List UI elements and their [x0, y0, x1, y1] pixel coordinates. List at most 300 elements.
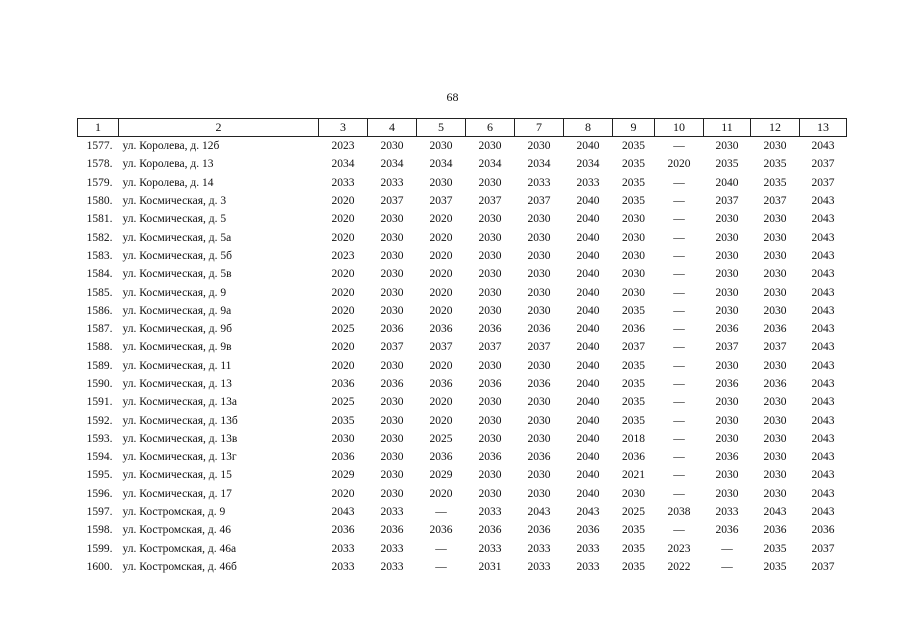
year-cell: 2040	[576, 286, 600, 299]
year-cell: 2020	[331, 487, 355, 500]
address-cell: ул. Космическая, д. 9	[122, 286, 227, 299]
year-cell: 2036	[576, 524, 600, 537]
year-cell: 2036	[429, 451, 453, 464]
address-cell: ул. Королева, д. 13	[122, 158, 214, 171]
year-cell: —	[673, 524, 685, 537]
year-cell: 2030	[763, 231, 787, 244]
row-number-cell: 1583.	[86, 249, 113, 262]
year-cell: 2030	[380, 140, 404, 153]
year-cell: 2033	[331, 176, 355, 189]
year-cell: 2033	[331, 542, 355, 555]
year-cell: 2030	[527, 231, 551, 244]
year-cell: 2020	[429, 213, 453, 226]
year-cell: 2037	[763, 341, 787, 354]
year-cell: 2037	[811, 560, 835, 573]
row-number-cell: 1598.	[86, 524, 113, 537]
year-cell: 2033	[527, 176, 551, 189]
year-cell: 2030	[527, 487, 551, 500]
year-cell: 2036	[763, 378, 787, 390]
address-cell: ул. Космическая, д. 9б	[122, 323, 232, 336]
year-cell: 2037	[429, 341, 453, 354]
year-cell: 2030	[429, 140, 453, 153]
year-cell: 2035	[763, 176, 787, 189]
year-cell: 2033	[380, 176, 404, 189]
row-number-cell: 1580.	[86, 195, 113, 208]
address-cell: ул. Космическая, д. 11	[122, 359, 232, 372]
year-cell: 2036	[763, 323, 787, 336]
year-cell: 2025	[331, 323, 355, 336]
year-cell: —	[435, 542, 447, 555]
year-cell: 2030	[380, 487, 404, 500]
address-cell: ул. Костромская, д. 9	[122, 506, 226, 519]
year-cell: 2037	[811, 542, 835, 555]
year-cell: 2030	[715, 213, 739, 226]
year-cell: 2035	[622, 524, 645, 537]
year-cell: 2033	[380, 506, 404, 519]
year-cell: 2036	[715, 323, 739, 336]
year-cell: 2021	[622, 469, 645, 482]
year-cell: 2030	[478, 268, 502, 281]
year-cell: —	[673, 487, 685, 500]
table-row	[78, 393, 847, 411]
year-cell: 2030	[715, 304, 739, 317]
year-cell: 2020	[429, 487, 453, 500]
table-row	[78, 174, 847, 192]
address-cell: ул. Космическая, д. 5в	[122, 268, 232, 281]
year-cell: 2030	[478, 176, 502, 189]
year-cell: 2030	[763, 469, 787, 482]
year-cell: 2040	[576, 378, 600, 390]
year-cell: 2035	[622, 140, 645, 153]
year-cell: 2030	[715, 432, 739, 445]
year-cell: 2033	[380, 542, 404, 555]
address-cell: ул. Космическая, д. 13	[122, 378, 232, 390]
year-cell: 2030	[380, 231, 404, 244]
year-cell: 2030	[380, 268, 404, 281]
year-cell: 2037	[380, 195, 404, 208]
year-cell: 2040	[576, 359, 600, 372]
year-cell: 2030	[380, 286, 404, 299]
year-cell: 2033	[331, 560, 355, 573]
year-cell: 2020	[429, 231, 453, 244]
year-cell: 2030	[715, 396, 739, 409]
year-cell: 2033	[576, 542, 600, 555]
row-number-cell: 1587.	[86, 323, 113, 336]
year-cell: 2040	[576, 140, 600, 153]
table-row	[78, 430, 847, 448]
year-cell: 2036	[622, 323, 645, 336]
year-cell: 2030	[478, 304, 502, 317]
year-cell: 2035	[622, 176, 645, 189]
year-cell: —	[673, 213, 685, 226]
year-cell: 2030	[380, 414, 404, 427]
row-number-cell: 1597.	[86, 506, 113, 519]
year-cell: 2033	[478, 506, 502, 519]
year-cell: 2030	[622, 268, 645, 281]
year-cell: 2043	[811, 451, 835, 464]
year-cell: 2043	[811, 231, 835, 244]
year-cell: 2043	[527, 506, 551, 519]
data-table	[77, 118, 847, 576]
year-cell: 2040	[576, 231, 600, 244]
year-cell: 2043	[811, 378, 835, 390]
year-cell: —	[673, 140, 685, 153]
year-cell: 2020	[429, 359, 453, 372]
year-cell: 2030	[380, 432, 404, 445]
year-cell: 2040	[576, 304, 600, 317]
table-row	[78, 155, 847, 173]
header-cell-col-11: 11	[704, 119, 751, 137]
year-cell: 2035	[622, 542, 645, 555]
year-cell: —	[673, 176, 685, 189]
year-cell: 2036	[478, 451, 502, 464]
year-cell: 2035	[622, 378, 645, 390]
year-cell: 2043	[811, 286, 835, 299]
year-cell: 2033	[527, 542, 551, 555]
row-number-cell: 1578.	[86, 158, 113, 171]
address-cell: ул. Космическая, д. 5	[122, 213, 227, 226]
year-cell: 2037	[478, 341, 502, 354]
year-cell: 2030	[527, 213, 551, 226]
year-cell: 2030	[763, 304, 787, 317]
year-cell: 2043	[811, 140, 835, 153]
year-cell: 2033	[478, 542, 502, 555]
year-cell: 2036	[331, 378, 355, 390]
row-number-cell: 1582.	[86, 231, 113, 244]
address-cell: ул. Костромская, д. 46б	[122, 560, 237, 573]
year-cell: —	[673, 249, 685, 262]
row-number-cell: 1599.	[86, 542, 113, 555]
header-cell-col-1: 1	[78, 119, 119, 137]
year-cell: —	[673, 304, 685, 317]
table-row	[78, 411, 847, 429]
year-cell: 2030	[527, 304, 551, 317]
header-cell-col-9: 9	[613, 119, 655, 137]
year-cell: 2020	[331, 304, 355, 317]
table-row	[78, 283, 847, 301]
table-row	[78, 357, 847, 375]
table-row	[78, 192, 847, 210]
year-cell: 2035	[715, 158, 739, 171]
year-cell: —	[673, 323, 685, 336]
year-cell: 2036	[478, 378, 502, 390]
year-cell: 2036	[331, 451, 355, 464]
table-row	[78, 375, 847, 393]
year-cell: 2020	[331, 341, 355, 354]
table-row	[78, 466, 847, 484]
year-cell: 2040	[576, 341, 600, 354]
row-number-cell: 1595.	[86, 469, 113, 482]
year-cell: 2030	[763, 414, 787, 427]
table-header	[78, 119, 847, 137]
address-cell: ул. Космическая, д. 9в	[122, 341, 232, 354]
row-number-cell: 1600.	[86, 560, 113, 573]
year-cell: 2035	[331, 414, 355, 427]
year-cell: 2040	[576, 432, 600, 445]
year-cell: 2040	[576, 396, 600, 409]
year-cell: —	[673, 451, 685, 464]
year-cell: —	[673, 432, 685, 445]
year-cell: 2030	[622, 213, 645, 226]
year-cell: 2030	[622, 487, 645, 500]
address-cell: ул. Космическая, д. 5а	[122, 231, 232, 244]
year-cell: 2037	[715, 195, 739, 208]
year-cell: 2036	[527, 524, 551, 537]
year-cell: 2035	[622, 359, 645, 372]
year-cell: 2030	[527, 414, 551, 427]
year-cell: 2030	[478, 286, 502, 299]
row-number-cell: 1596.	[86, 487, 113, 500]
header-cell-col-13: 13	[800, 119, 847, 137]
year-cell: —	[673, 378, 685, 390]
year-cell: 2040	[715, 176, 739, 189]
year-cell: 2025	[429, 432, 453, 445]
year-cell: 2036	[715, 524, 739, 537]
table-row	[78, 210, 847, 228]
year-cell: 2043	[811, 469, 835, 482]
year-cell: 2030	[763, 286, 787, 299]
address-cell: ул. Космическая, д. 3	[122, 195, 227, 208]
year-cell: 2030	[622, 231, 645, 244]
year-cell: 2034	[331, 158, 355, 171]
year-cell: 2030	[478, 213, 502, 226]
table-row	[78, 503, 847, 521]
year-cell: 2036	[811, 524, 835, 537]
year-cell: 2030	[380, 304, 404, 317]
year-cell: 2043	[576, 506, 600, 519]
year-cell: 2030	[478, 469, 502, 482]
page-number: 68	[446, 90, 459, 104]
address-cell: ул. Космическая, д. 13в	[122, 432, 238, 445]
year-cell: —	[673, 195, 685, 208]
header-cell-col-7: 7	[515, 119, 564, 137]
year-cell: 2037	[715, 341, 739, 354]
row-number-cell: 1585.	[86, 286, 113, 299]
year-cell: 2040	[576, 195, 600, 208]
year-cell: 2030	[763, 451, 787, 464]
year-cell: 2034	[380, 158, 404, 171]
header-cell-col-10: 10	[655, 119, 704, 137]
year-cell: 2033	[576, 176, 600, 189]
year-cell: 2033	[715, 506, 739, 519]
year-cell: 2037	[763, 195, 787, 208]
year-cell: 2020	[429, 396, 453, 409]
header-cell-col-8: 8	[564, 119, 613, 137]
table-row	[78, 338, 847, 356]
year-cell: 2030	[527, 140, 551, 153]
year-cell: 2030	[380, 213, 404, 226]
year-cell: 2030	[478, 396, 502, 409]
year-cell: 2030	[715, 414, 739, 427]
year-cell: 2043	[811, 304, 835, 317]
row-number-cell: 1594.	[86, 451, 113, 464]
year-cell: 2030	[763, 249, 787, 262]
address-cell: ул. Космическая, д. 9а	[122, 304, 232, 317]
row-number-cell: 1584.	[86, 268, 113, 281]
table-row	[78, 137, 847, 156]
row-number-cell: 1593.	[86, 432, 113, 445]
header-cell-col-12: 12	[751, 119, 800, 137]
year-cell: 2030	[715, 249, 739, 262]
year-cell: 2036	[527, 378, 551, 390]
year-cell: 2036	[763, 524, 787, 537]
year-cell: 2025	[622, 506, 645, 519]
year-cell: 2030	[763, 396, 787, 409]
year-cell: 2043	[331, 506, 355, 519]
year-cell: 2023	[667, 542, 691, 555]
year-cell: 2030	[715, 359, 739, 372]
year-cell: 2030	[622, 249, 645, 262]
year-cell: 2034	[527, 158, 551, 171]
year-cell: —	[673, 268, 685, 281]
year-cell: 2025	[331, 396, 355, 409]
table-row	[78, 448, 847, 466]
header-row	[78, 119, 847, 137]
year-cell: 2030	[763, 268, 787, 281]
year-cell: 2030	[527, 396, 551, 409]
year-cell: 2043	[811, 396, 835, 409]
year-cell: —	[673, 231, 685, 244]
year-cell: 2030	[478, 231, 502, 244]
year-cell: 2030	[715, 487, 739, 500]
year-cell: 2034	[478, 158, 502, 171]
row-number-cell: 1589.	[86, 359, 113, 372]
year-cell: 2043	[811, 249, 835, 262]
year-cell: 2043	[763, 506, 787, 519]
year-cell: —	[721, 542, 733, 555]
year-cell: 2030	[763, 140, 787, 153]
year-cell: 2043	[811, 487, 835, 500]
year-cell: 2033	[380, 560, 404, 573]
year-cell: 2036	[331, 524, 355, 537]
year-cell: 2031	[478, 560, 502, 573]
address-cell: ул. Костромская, д. 46а	[122, 542, 237, 555]
year-cell: 2018	[622, 432, 645, 445]
table-row	[78, 521, 847, 539]
year-cell: 2036	[527, 451, 551, 464]
year-cell: 2030	[763, 487, 787, 500]
year-cell: 2030	[478, 359, 502, 372]
year-cell: 2036	[429, 323, 453, 336]
year-cell: 2040	[576, 414, 600, 427]
address-cell: ул. Космическая, д. 15	[122, 469, 232, 482]
year-cell: 2034	[576, 158, 600, 171]
row-number-cell: 1591.	[86, 396, 113, 409]
year-cell: 2035	[622, 158, 645, 171]
year-cell: 2035	[763, 560, 787, 573]
year-cell: 2030	[331, 432, 355, 445]
year-cell: —	[673, 341, 685, 354]
year-cell: 2030	[429, 176, 453, 189]
year-cell: 2036	[715, 378, 739, 390]
year-cell: 2030	[527, 469, 551, 482]
year-cell: 2035	[622, 304, 645, 317]
year-cell: 2035	[622, 195, 645, 208]
year-cell: 2040	[576, 213, 600, 226]
year-cell: 2043	[811, 432, 835, 445]
year-cell: 2040	[576, 268, 600, 281]
table-body	[78, 137, 847, 577]
year-cell: 2030	[527, 268, 551, 281]
table-row	[78, 265, 847, 283]
year-cell: 2037	[622, 341, 645, 354]
address-cell: ул. Космическая, д. 17	[122, 487, 232, 500]
year-cell: 2030	[478, 414, 502, 427]
year-cell: 2020	[331, 359, 355, 372]
row-number-cell: 1592.	[86, 414, 113, 427]
year-cell: 2036	[429, 524, 453, 537]
year-cell: 2020	[331, 231, 355, 244]
year-cell: 2020	[429, 286, 453, 299]
row-number-cell: 1579.	[86, 176, 113, 189]
year-cell: 2043	[811, 268, 835, 281]
year-cell: 2030	[478, 140, 502, 153]
year-cell: 2023	[331, 249, 355, 262]
year-cell: 2030	[478, 487, 502, 500]
year-cell: 2022	[667, 560, 691, 573]
year-cell: 2040	[576, 249, 600, 262]
year-cell: 2036	[380, 378, 404, 390]
row-number-cell: 1588.	[86, 341, 113, 354]
year-cell: 2020	[429, 268, 453, 281]
year-cell: 2030	[478, 249, 502, 262]
year-cell: 2043	[811, 213, 835, 226]
year-cell: 2030	[380, 469, 404, 482]
table-row	[78, 558, 847, 576]
year-cell: 2040	[576, 469, 600, 482]
year-cell: —	[435, 560, 447, 573]
year-cell: 2037	[811, 158, 835, 171]
year-cell: 2020	[331, 213, 355, 226]
year-cell: 2038	[667, 506, 691, 519]
year-cell: 2036	[478, 323, 502, 336]
year-cell: 2036	[380, 524, 404, 537]
year-cell: —	[673, 286, 685, 299]
year-cell: 2035	[622, 396, 645, 409]
year-cell: 2030	[478, 432, 502, 445]
year-cell: 2043	[811, 195, 835, 208]
year-cell: 2034	[429, 158, 453, 171]
year-cell: 2030	[527, 286, 551, 299]
year-cell: 2043	[811, 323, 835, 336]
year-cell: 2030	[715, 286, 739, 299]
year-cell: 2020	[429, 249, 453, 262]
year-cell: 2023	[331, 140, 355, 153]
year-cell: 2020	[331, 286, 355, 299]
year-cell: 2037	[429, 195, 453, 208]
year-cell: 2030	[622, 286, 645, 299]
row-number-cell: 1581.	[86, 213, 113, 226]
header-cell-col-4: 4	[368, 119, 417, 137]
year-cell: —	[435, 506, 447, 519]
year-cell: 2040	[576, 323, 600, 336]
year-cell: 2030	[715, 231, 739, 244]
year-cell: 2036	[715, 451, 739, 464]
address-cell: ул. Королева, д. 12б	[122, 140, 220, 153]
year-cell: 2030	[763, 432, 787, 445]
table-row	[78, 302, 847, 320]
year-cell: 2037	[380, 341, 404, 354]
header-cell-col-5: 5	[417, 119, 466, 137]
address-cell: ул. Королева, д. 14	[122, 176, 214, 189]
year-cell: 2035	[763, 542, 787, 555]
address-cell: ул. Космическая, д. 13а	[122, 396, 237, 409]
year-cell: 2036	[380, 323, 404, 336]
year-cell: 2030	[527, 432, 551, 445]
year-cell: 2043	[811, 506, 835, 519]
year-cell: 2030	[763, 359, 787, 372]
year-cell: 2040	[576, 451, 600, 464]
